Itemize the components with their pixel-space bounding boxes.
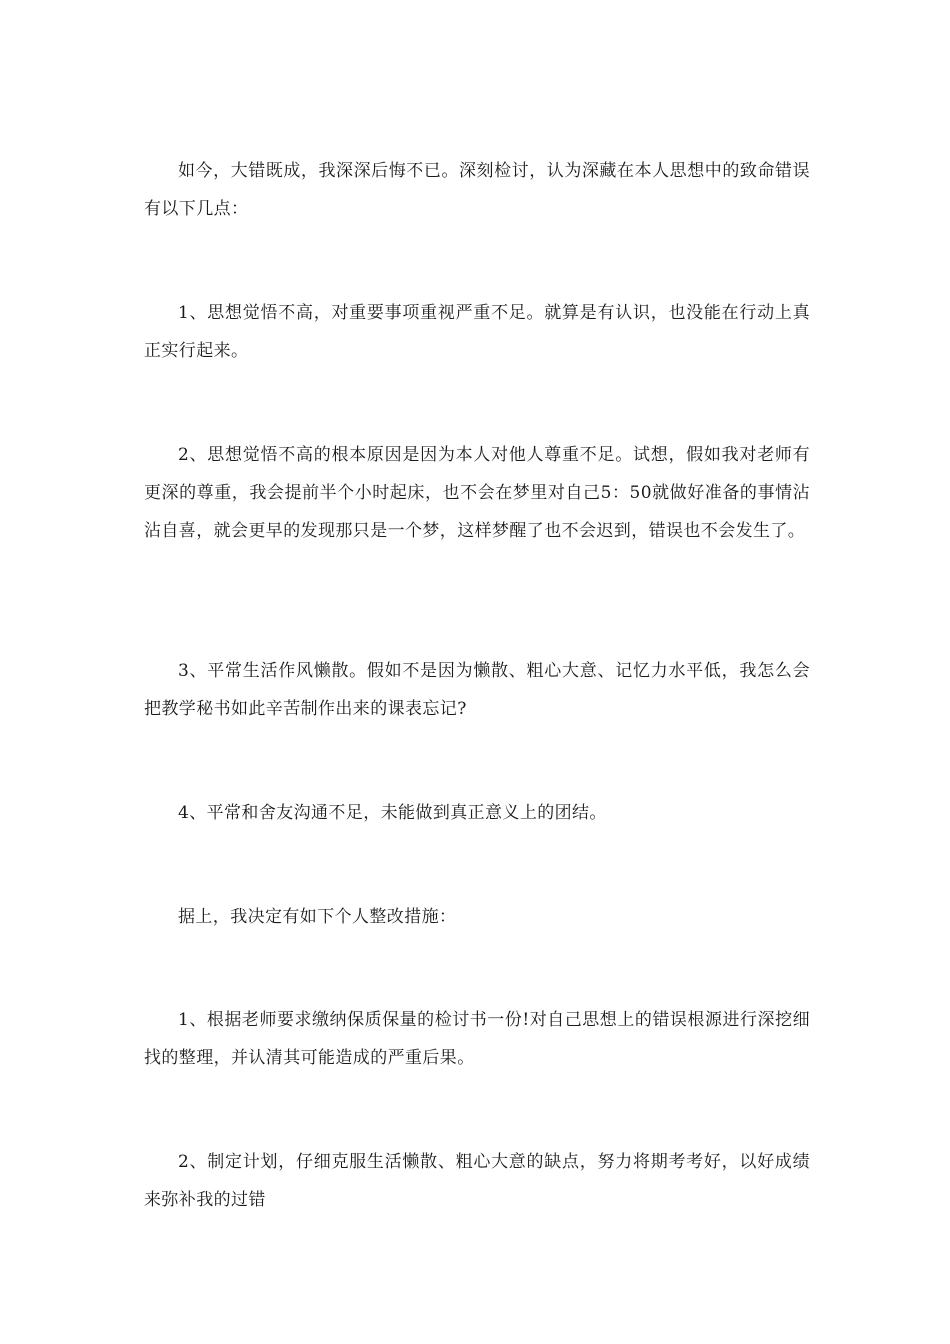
paragraph-measure-1: 1、根据老师要求缴纳保质保量的检讨书一份!对自己思想上的错误根源进行深挖细找的整理，并认清其可能造成的严重后果。 [144, 1010, 810, 1068]
paragraph-error-3: 3、平常生活作风懒散。假如不是因为懒散、粗心大意、记忆力水平低，我怎么会把教学秘书如此辛苦制作出来的课表忘记? [144, 661, 810, 719]
paragraph-measures-intro: 据上，我决定有如下个人整改措施： [178, 907, 457, 927]
paragraph-measure-2: 2、制定计划，仔细克服生活懒散、粗心大意的缺点，努力将期考考好，以好成绩来弥补我的过错 [144, 1152, 810, 1210]
paragraph-error-2: 2、思想觉悟不高的根本原因是因为本人对他人尊重不足。试想，假如我对老师有更深的尊重，我会提前半个小时起床，也不会在梦里对自己5：50就做好准备的事情沾沾自喜，就会更早的发现那只是一个梦，这样梦醒了也不会迟到，错误也不会发生了。 [144, 445, 810, 541]
paragraph-intro: 如今，大错既成，我深深后悔不已。深刻检讨，认为深藏在本人思想中的致命错误有以下几点： [144, 161, 810, 219]
paragraph-error-4: 4、平常和舍友沟通不足，未能做到真正意义上的团结。 [178, 803, 607, 823]
paragraph-error-1: 1、思想觉悟不高，对重要事项重视严重不足。就算是有认识，也没能在行动上真正实行起来。 [144, 303, 810, 361]
